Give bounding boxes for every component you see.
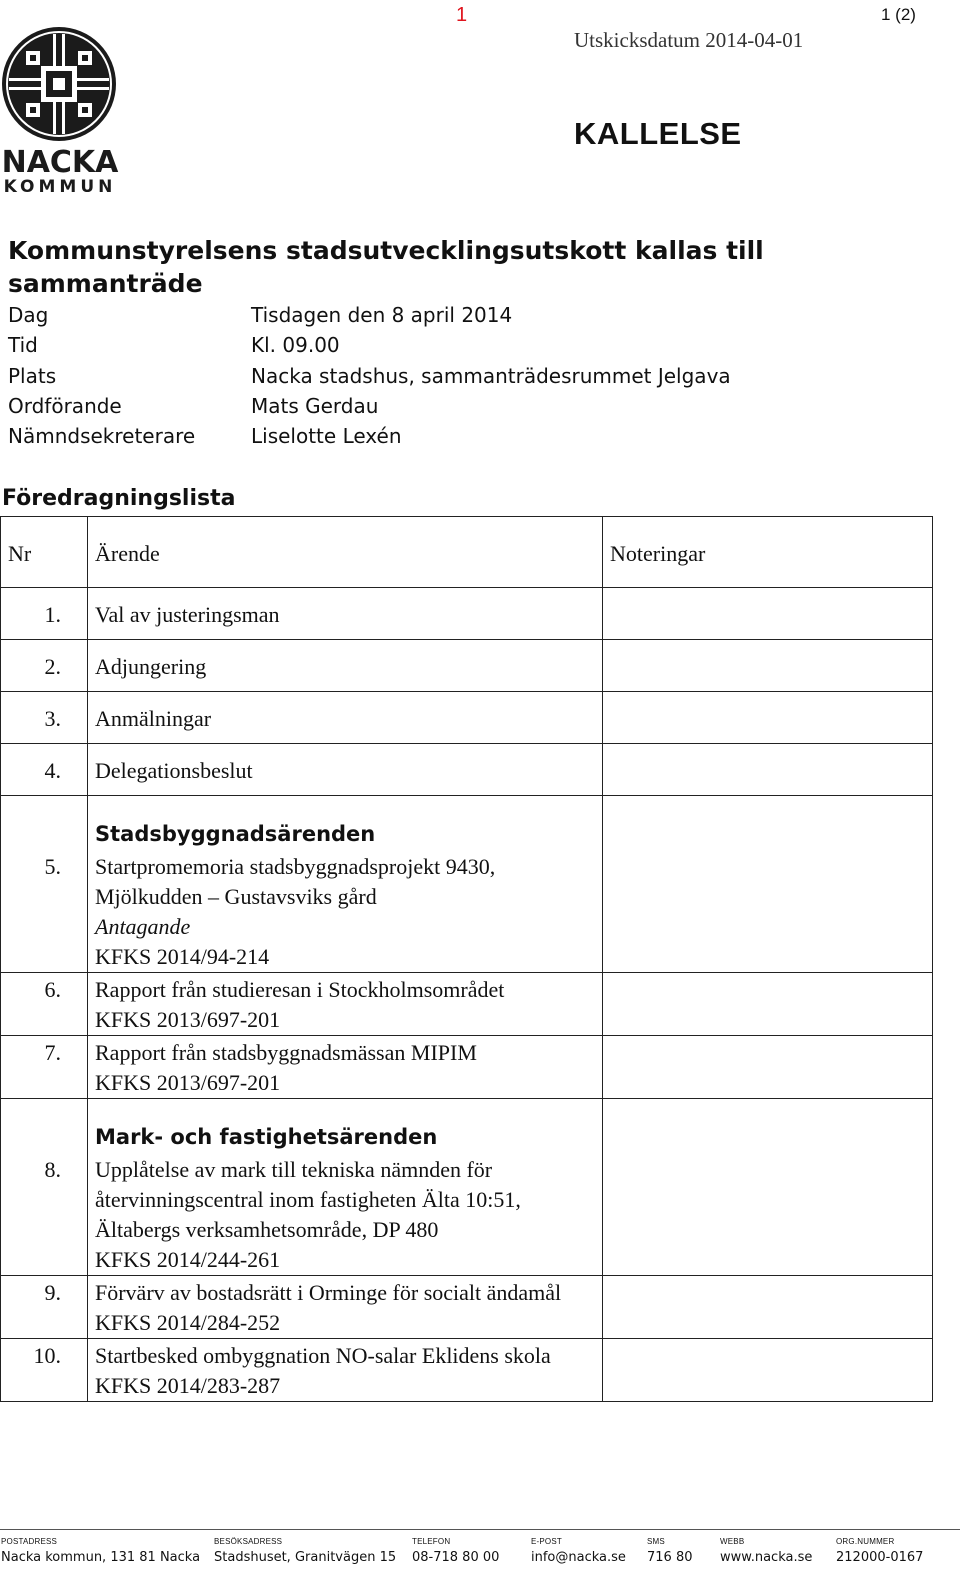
item-nr: 6. [1,973,88,1036]
item-cell [88,973,603,1036]
item-nr: 9. [1,1276,88,1339]
footer-value-postal: Nacka kommun, 131 81 Nacka [1,1550,201,1565]
footer-divider [0,1529,960,1530]
footer-value-sms: 716 80 [647,1550,693,1565]
item-line: Startpromemoria stadsbyggnadsprojekt 9430, [95,854,496,879]
info-value-day: Tisdagen den 8 april 2014 [251,303,513,327]
agenda-title: Föredragningslista [2,486,236,511]
item-nr: 10. [1,1339,88,1402]
footer-value-phone: 08-718 80 00 [412,1550,500,1565]
item-notes [603,796,933,973]
header-notes: Noteringar [603,517,933,588]
nacka-kommun-logo [0,24,124,196]
footer-value-web[interactable]: www.nacka.se [720,1550,813,1565]
agenda-row-9 [1,1276,933,1339]
info-label-place: Plats [8,364,57,388]
item-status: Antagande [95,914,191,939]
red-page-marker: 1 [456,4,468,26]
item-nr: 5. [1,796,88,973]
agenda-row-1 [1,588,933,640]
item-notes [603,692,933,744]
item-line: Upplåtelse av mark till tekniska nämnden för [95,1157,493,1182]
footer-value-visit: Stadshuset, Granitvägen 15 [214,1550,397,1565]
agenda-row-8 [1,1099,933,1276]
item-text: Anmälningar [88,692,603,744]
item-line: Rapport från stadsbyggnadsmässan MIPIM [95,1040,477,1065]
info-label-time: Tid [8,333,38,357]
item-ref: KFKS 2014/283-287 [95,1373,281,1398]
item-text: Val av justeringsman [88,588,603,640]
agenda-row-4 [1,744,933,796]
item-notes [603,1276,933,1339]
item-nr: 1. [1,588,88,640]
item-line: Ältabergs verksamhetsområde, DP 480 [95,1217,439,1242]
agenda-row-2 [1,640,933,692]
info-label-day: Dag [8,303,49,327]
info-label-chair: Ordförande [8,394,122,418]
item-ref: KFKS 2013/697-201 [95,1007,281,1032]
item-notes [603,1339,933,1402]
footer-label-email: E-POST [531,1537,562,1546]
agenda-row-7 [1,1036,933,1099]
section-title-mark: Mark- och fastighetsärenden [95,1125,438,1149]
info-value-time: Kl. 09.00 [251,333,340,357]
logo-text-nacka: NACKA [1,145,119,180]
footer-label-postal: POSTADRESS [1,1537,58,1546]
agenda-header-row [1,517,933,588]
document-type-heading: KALLELSE [574,116,742,151]
item-ref: KFKS 2014/94-214 [95,944,270,969]
item-nr: 8. [1,1099,88,1276]
agenda-row-5 [1,796,933,973]
item-ref: KFKS 2013/697-201 [95,1070,281,1095]
item-line: Förvärv av bostadsrätt i Orminge för socialt ändamål [95,1280,562,1305]
item-line: Mjölkudden – Gustavsviks gård [95,884,377,909]
item-notes [603,640,933,692]
item-ref: KFKS 2014/244-261 [95,1247,281,1272]
header-nr: Nr [1,517,88,588]
footer-label-visit: BESÖKSADRESS [214,1537,283,1546]
item-line: återvinningscentral inom fastigheten Älta 10:51, [95,1187,521,1212]
info-value-chair: Mats Gerdau [251,394,379,418]
info-value-secretary: Liselotte Lexén [251,424,402,448]
item-nr: 7. [1,1036,88,1099]
agenda-row-3 [1,692,933,744]
agenda-row-6 [1,973,933,1036]
logo-text-kommun: KOMMUN [3,177,117,196]
item-notes [603,744,933,796]
item-line: Startbesked ombyggnation NO-salar Eklidens skola [95,1343,551,1368]
section-title-stadsbyggnad: Stadsbyggnadsärenden [95,822,376,846]
footer-label-orgnr: ORG.NUMMER [836,1537,895,1546]
item-nr: 2. [1,640,88,692]
footer-value-email[interactable]: info@nacka.se [531,1550,626,1565]
sent-date: Utskicksdatum 2014-04-01 [574,28,804,52]
agenda-table [0,516,933,1402]
item-cell [88,1339,603,1402]
item-ref: KFKS 2014/284-252 [95,1310,281,1335]
item-nr: 3. [1,692,88,744]
info-label-secretary: Nämndsekreterare [8,424,196,448]
item-line: Rapport från studieresan i Stockholmsområdet [95,977,505,1002]
item-cell [88,1036,603,1099]
item-cell [88,1276,603,1339]
item-notes [603,1036,933,1099]
item-notes [603,1099,933,1276]
item-text: Delegationsbeslut [88,744,603,796]
item-nr: 4. [1,744,88,796]
page-number: 1 (2) [881,5,916,24]
agenda-row-10 [1,1339,933,1402]
nacka-emblem-icon [0,24,124,196]
footer-value-orgnr: 212000-0167 [836,1550,924,1565]
item-cell [88,796,603,973]
footer-label-phone: TELEFON [412,1537,451,1546]
header-matter: Ärende [88,517,603,588]
item-notes [603,973,933,1036]
item-cell [88,1099,603,1276]
footer-label-sms: SMS [647,1537,665,1546]
item-notes [603,588,933,640]
footer-label-web: WEBB [720,1537,745,1546]
info-value-place: Nacka stadshus, sammanträdesrummet Jelgava [251,364,731,388]
meeting-title: Kommunstyrelsens stadsutvecklingsutskott kallas till sammanträde [8,236,764,298]
item-text: Adjungering [88,640,603,692]
